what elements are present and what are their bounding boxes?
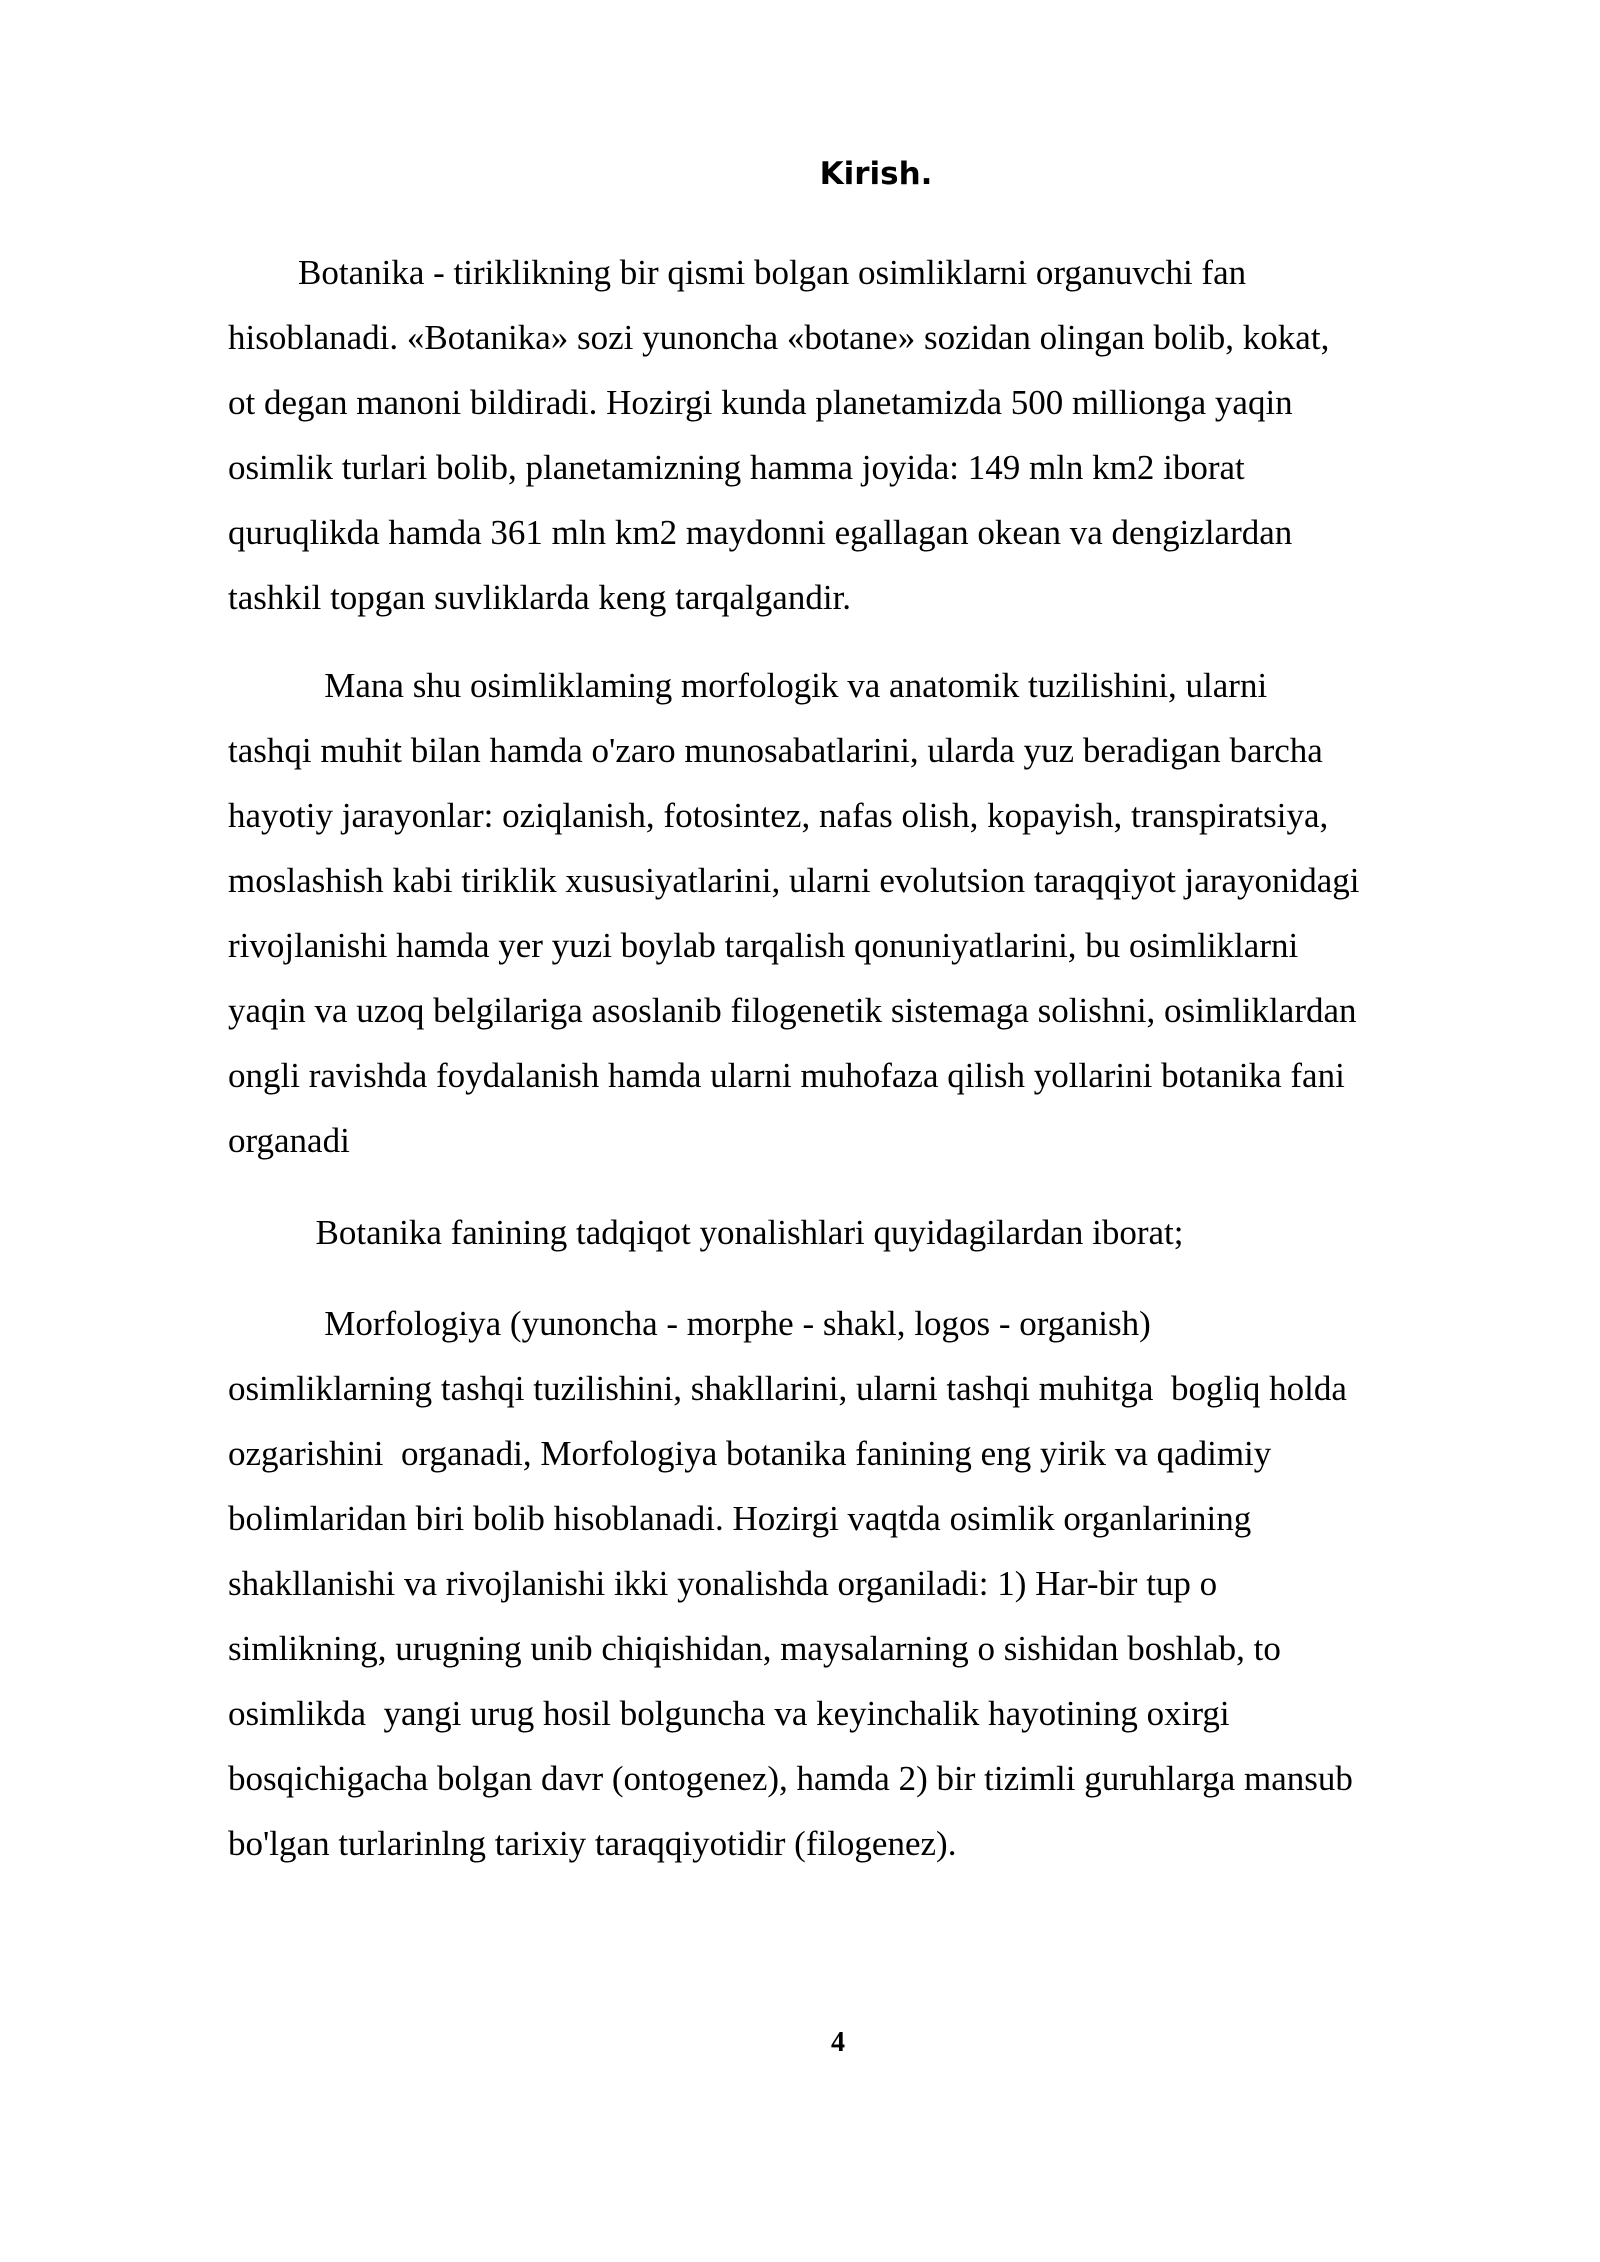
text-line: osimliklarning tashqi tuzilishini, shakllarini, ularni tashqi muhitga bogliq holda — [228, 1369, 1347, 1408]
text-line: organadi — [228, 1121, 350, 1160]
page-number: 4 — [831, 2027, 845, 2058]
text-line: rivojlanishi hamda yer yuzi boylab tarqalish qonuniyatlarini, bu osimliklarni — [228, 926, 1299, 965]
paragraph-botanika-definition — [228, 240, 1474, 630]
text-line: Botanika fanining tadqiqot yonalishlari quyidagilardan iborat; — [228, 1213, 1184, 1252]
text-line: Mana shu osimliklaming morfologik va anatomik tuzilishini, ularni — [228, 666, 1268, 705]
text-line: hisoblanadi. «Botanika» sozi yunoncha «botane» sozidan olingan bolib, kokat, — [228, 318, 1330, 357]
text-line: bo'lgan turlarinlng tarixiy taraqqiyotidir (filogenez). — [228, 1824, 957, 1863]
paragraph-research-directions — [228, 1200, 1474, 1265]
text-line: simlikning, urugning unib chiqishidan, maysalarning o sishidan boshlab, to — [228, 1629, 1281, 1668]
text-line: osimlik turlari bolib, planetamizning hamma joyida: 149 mln km2 iborat — [228, 448, 1245, 487]
text-line: moslashish kabi tiriklik xususiyatlarini, ularni evolutsion taraqqiyot jarayonidagi — [228, 861, 1360, 900]
text-line: ozgarishini organadi, Morfologiya botanika fanining eng yirik va qadimiy — [228, 1434, 1272, 1473]
text-line: Botanika - tiriklikning bir qismi bolgan osimliklarni organuvchi fan — [228, 253, 1247, 292]
text-line: tashkil topgan suvliklarda keng tarqalgandir. — [228, 578, 852, 617]
text-line: yaqin va uzoq belgilariga asoslanib filogenetik sistemaga solishni, osimliklardan — [228, 991, 1357, 1030]
paragraph-morfologiya — [228, 1291, 1474, 1876]
text-line: osimlikda yangi urug hosil bolguncha va keyinchalik hayotining oxirgi — [228, 1694, 1230, 1733]
paragraph-botanika-scope — [228, 653, 1474, 1173]
text-line: bolimlaridan biri bolib hisoblanadi. Hozirgi vaqtda osimlik organlarining — [228, 1499, 1252, 1538]
text-line: ot degan manoni bildiradi. Hozirgi kunda planetamizda 500 millionga yaqin — [228, 383, 1293, 422]
text-line: ongli ravishda foydalanish hamda ularni muhofaza qilish yollarini botanika fani — [228, 1056, 1345, 1095]
text-line: tashqi muhit bilan hamda o'zaro munosabatlarini, ularda yuz beradigan barcha — [228, 731, 1323, 770]
text-line: shakllanishi va rivojlanishi ikki yonalishda organiladi: 1) Har-bir tup o — [228, 1564, 1218, 1603]
text-line: bosqichigacha bolgan davr (ontogenez), hamda 2) bir tizimli guruhlarga mansub — [228, 1759, 1353, 1798]
text-line: hayotiy jarayonlar: oziqlanish, fotosintez, nafas olish, kopayish, transpiratsiya, — [228, 796, 1329, 835]
page-title: Kirish. — [819, 156, 933, 192]
text-line: quruqlikda hamda 361 mln km2 maydonni egallagan okean va dengizlardan — [228, 513, 1293, 552]
text-line: Morfologiya (yunoncha - morphe - shakl, logos - organish) — [228, 1304, 1151, 1343]
